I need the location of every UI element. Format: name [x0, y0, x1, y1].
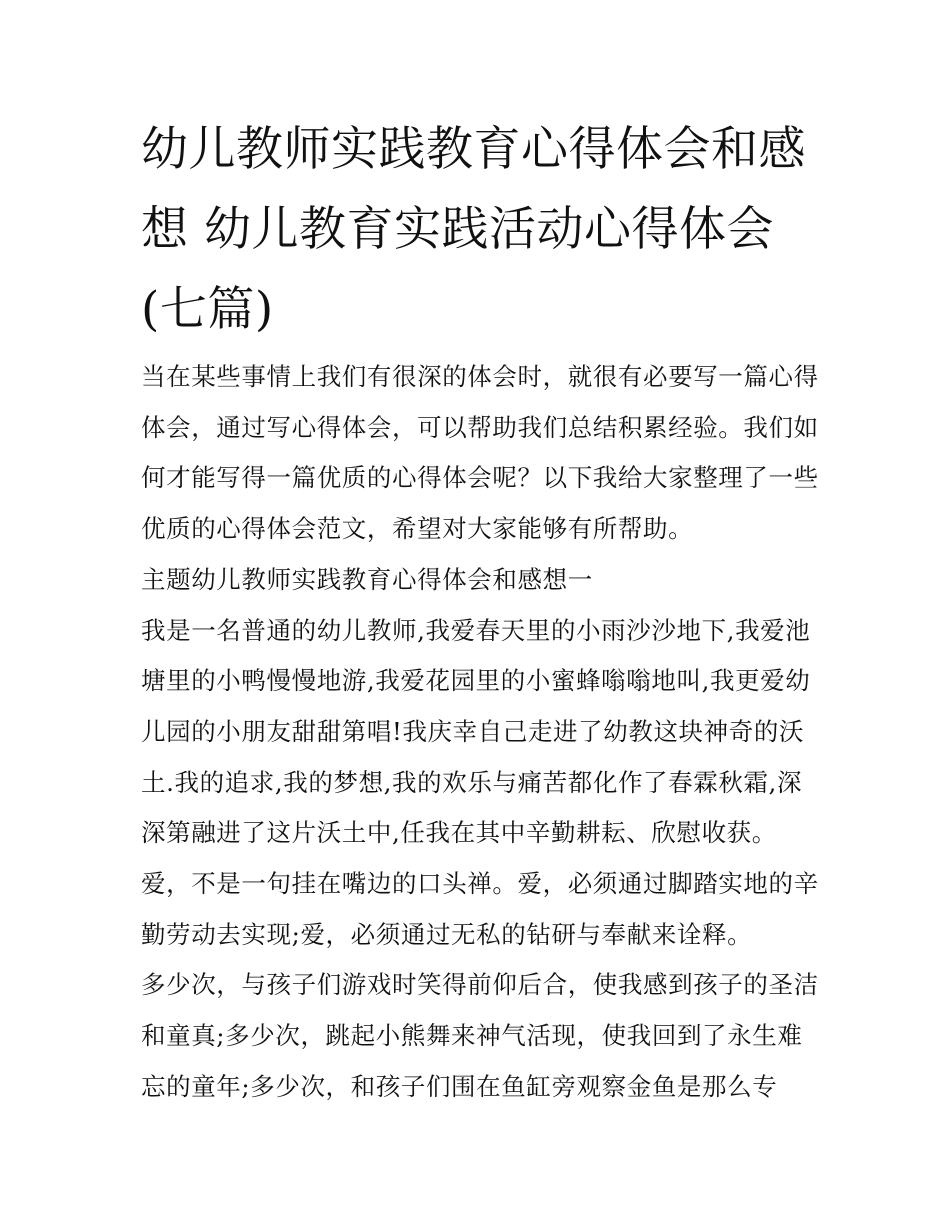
section-heading: 主题幼儿教师实践教育心得体会和感想一	[141, 564, 593, 594]
body-paragraph: 我是一名普通的幼儿教师,我爱春天里的小雨沙沙地下,我爱池塘里的小鸭慢慢地游,我爱花园里的小蜜蜂嗡嗡地叫,我更爱幼儿园的小朋友甜甜第唱!我庆幸自己走进了幼教这块神奇的沃土.我的追求,我的梦想,我的欢乐与痛苦都化作了春霖秋霜,深深第融进了这片沃土中,任我在其中辛勤耕耘、欣慰收获。	[141, 615, 811, 848]
body-paragraph: 多少次，与孩子们游戏时笑得前仰后合，使我感到孩子的圣洁和童真;多少次，跳起小熊舞来神气活现，使我回到了永生难忘的童年;多少次，和孩子们围在鱼缸旁观察金鱼是那么专	[141, 970, 819, 1101]
intro-paragraph: 当在某些事情上我们有很深的体会时，就很有必要写一篇心得体会，通过写心得体会，可以帮助我们总结积累经验。我们如何才能写得一篇优质的心得体会呢？以下我给大家整理了一些优质的心得体会范文，希望对大家能够有所帮助。	[141, 362, 819, 544]
document-body	[141, 352, 821, 1113]
document-title: 幼儿教师实践教育心得体会和感想 幼儿教育实践活动心得体会(七篇)	[141, 122, 806, 337]
body-paragraph: 爱，不是一句挂在嘴边的口头禅。爱，必须通过脚踏实地的辛勤劳动去实现;爱，必须通过无私的钻研与奉献来诠释。	[141, 869, 819, 949]
